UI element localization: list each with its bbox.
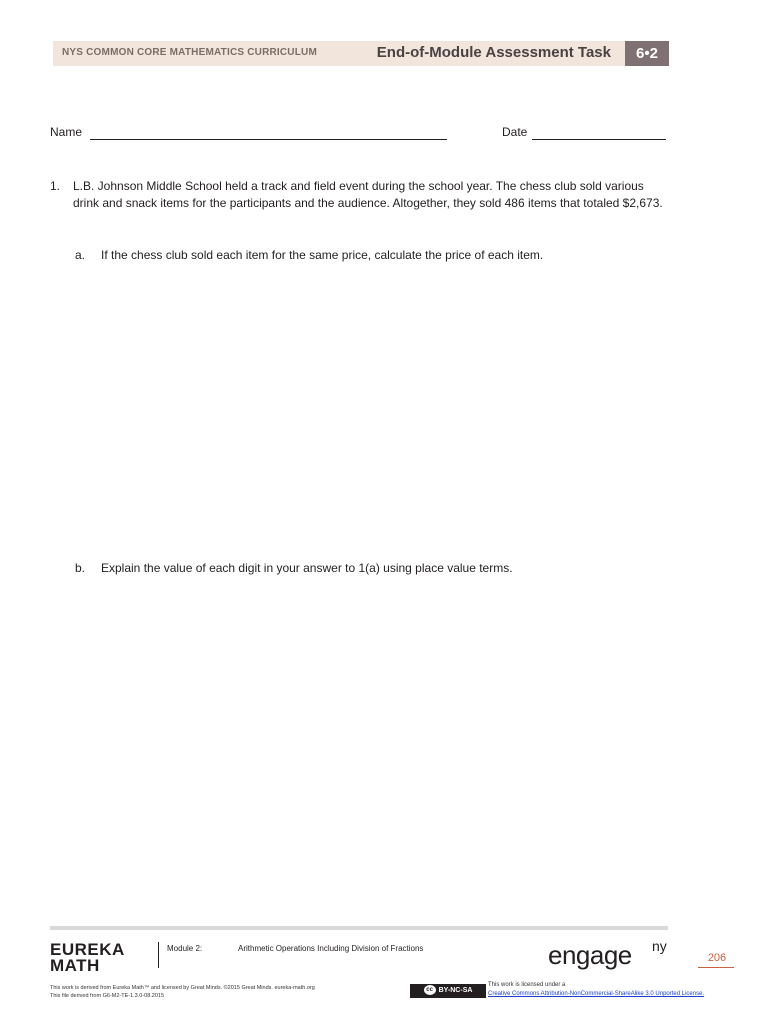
name-date-row	[50, 125, 666, 143]
part-letter: b.	[75, 561, 86, 575]
file-notice: This file derived from G6-M2-TE-1.3.0-08.2015	[50, 993, 165, 999]
page-number-underline	[698, 967, 734, 968]
question-number: 1.	[50, 179, 61, 193]
license-link[interactable]: Creative Commons Attribution-NonCommercial-ShareAlike 3.0 Unported License.	[488, 991, 705, 997]
logo-line-2: MATH	[50, 956, 100, 975]
question-text: L.B. Johnson Middle School held a track and field event during the school year. The chess club sold various drink and snack items for the participants and the audience. Altogether, they sold 486 items that totaled $2,673.	[73, 179, 663, 210]
cc-badge-label: BY-NC-SA	[438, 987, 473, 994]
cc-icon: cc	[424, 985, 436, 995]
module-title: Arithmetic Operations Including Division of Fractions	[238, 944, 424, 953]
part-letter: a.	[75, 248, 86, 262]
page-number: 206	[707, 952, 727, 964]
engageny-logo: engage	[548, 940, 632, 970]
grade-module-badge: 6•2	[625, 41, 669, 66]
name-field-line[interactable]	[90, 139, 447, 140]
part-text: Explain the value of each digit in your answer to 1(a) using place value terms.	[101, 561, 513, 575]
date-field-line[interactable]	[532, 139, 666, 140]
assessment-task-title: End-of-Module Assessment Task	[376, 44, 611, 61]
part-text: If the chess club sold each item for the same price, calculate the price of each item.	[101, 248, 544, 262]
derived-notice: This work is derived from Eureka Math™ and licensed by Great Minds. ©2015 Great Minds. eureka-math.org	[50, 985, 315, 991]
license-intro: This work is licensed under a	[488, 982, 566, 988]
eureka-math-logo	[50, 942, 125, 974]
curriculum-title: NYS COMMON CORE MATHEMATICS CURRICULUM	[62, 47, 317, 58]
date-label: Date	[502, 125, 528, 139]
name-label: Name	[50, 125, 83, 139]
footer-divider	[158, 942, 159, 968]
header-bar	[53, 41, 669, 66]
engageny-logo-ny: ny	[652, 938, 667, 954]
logo-line-1: EUREKA	[50, 940, 125, 959]
module-label: Module 2:	[167, 944, 203, 953]
creative-commons-badge	[410, 984, 486, 998]
footer-rule	[50, 926, 668, 930]
